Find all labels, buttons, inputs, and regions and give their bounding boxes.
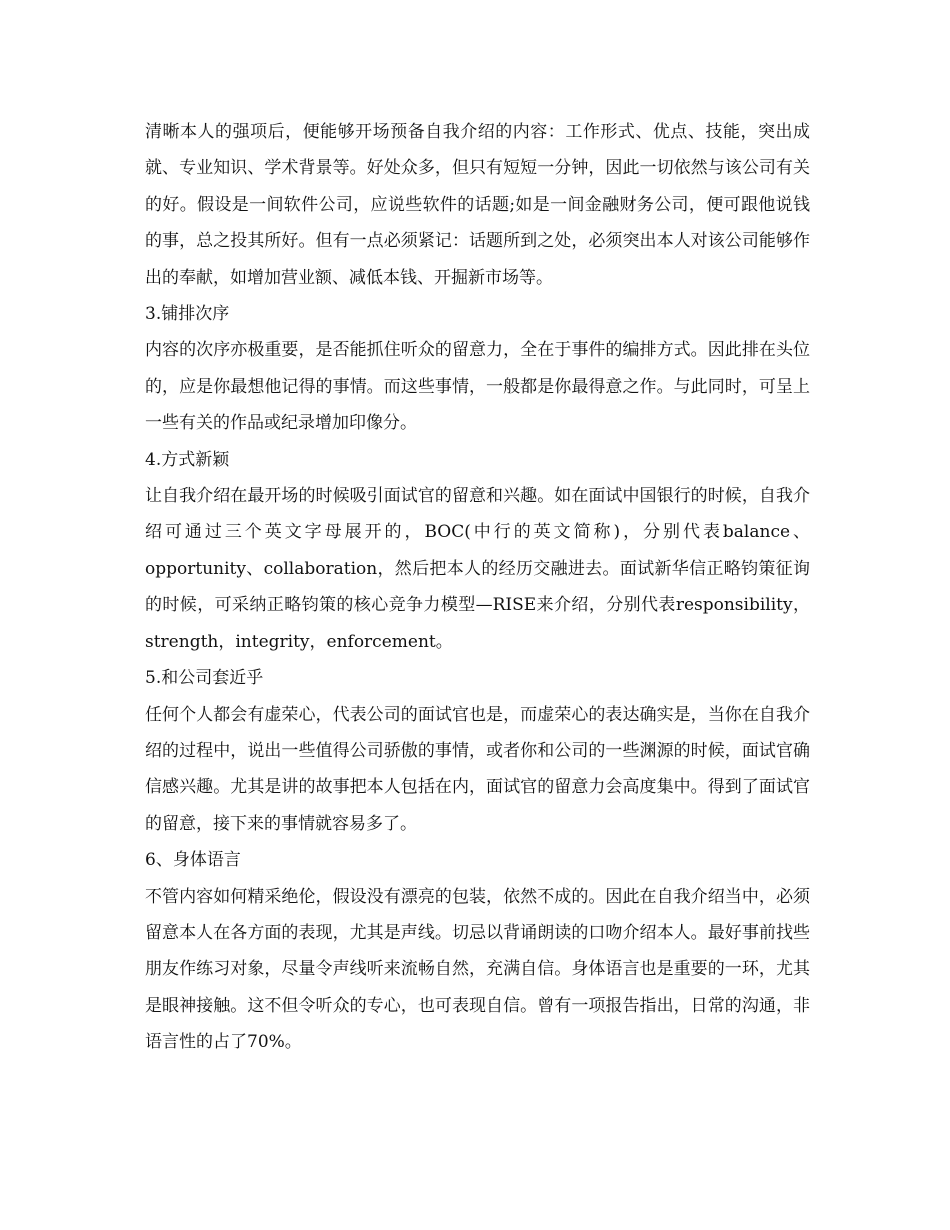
section-arrangement-order — [145, 296, 810, 442]
section-body: 不管内容如何精采绝伦，假设没有漂亮的包装，依然不成的。因此在自我介绍当中，必须留意本人在各方面的表现，尤其是声线。切忌以背诵朗读的口吻介绍本人。最好事前找些朋友作练习对象，尽量令声线听来流畅自然，充满自信。身体语言也是重要的一环，尤其是眼神接触。这不但令听众的专心，也可表现自信。曾有一项报告指出，日常的沟通，非语言性的占了70%。 — [145, 886, 810, 1053]
section-novel-approach — [145, 442, 810, 660]
section-heading: 4.方式新颖 — [145, 449, 230, 470]
section-body: 内容的次序亦极重要，是否能抓住听众的留意力，全在于事件的编排方式。因此排在头位的，应是你最想他记得的事情。而这些事情，一般都是你最得意之作。与此同时，可呈上一些有关的作品或纪录增加印像分。 — [145, 340, 810, 434]
section-heading: 5.和公司套近乎 — [145, 668, 264, 689]
document-page — [145, 114, 810, 1061]
section-heading: 6、身体语言 — [145, 850, 241, 871]
section-body: 任何个人都会有虚荣心，代表公司的面试官也是，而虚荣心的表达确实是，当你在自我介绍的过程中，说出一些值得公司骄傲的事情，或者你和公司的一些渊源的时候，面试官确信感兴趣。尤其是讲的故事把本人包括在内，面试官的留意力会高度集中。得到了面试官的留意，接下来的事情就容易多了。 — [145, 704, 810, 834]
section-company-rapport — [145, 660, 810, 842]
section-body: 让自我介绍在最开场的时候吸引面试官的留意和兴趣。如在面试中国银行的时候，自我介绍可通过三个英文字母展开的，BOC(中行的英文简称)，分别代表balance、opportunity、collaboration，然后把本人的经历交融进去。面试新华信正略钧策征询的时候，可采纳正略钧策的核心竞争力模型—RISE来介绍，分别代表responsibility，strength，integrity，enforcement。 — [145, 486, 810, 652]
intro-paragraph: 清晰本人的强项后，便能够开场预备自我介绍的内容：工作形式、优点、技能，突出成就、专业知识、学术背景等。好处众多，但只有短短一分钟，因此一切依然与该公司有关的好。假设是一间软件公司，应说些软件的话题;如是一间金融财务公司，便可跟他说钱的事，总之投其所好。但有一点必须紧记：话题所到之处，必须突出本人对该公司能够作出的奉献，如增加营业额、减低本钱、开掘新市场等。 — [145, 122, 810, 288]
section-body-language — [145, 842, 810, 1060]
section-heading: 3.铺排次序 — [145, 304, 230, 325]
